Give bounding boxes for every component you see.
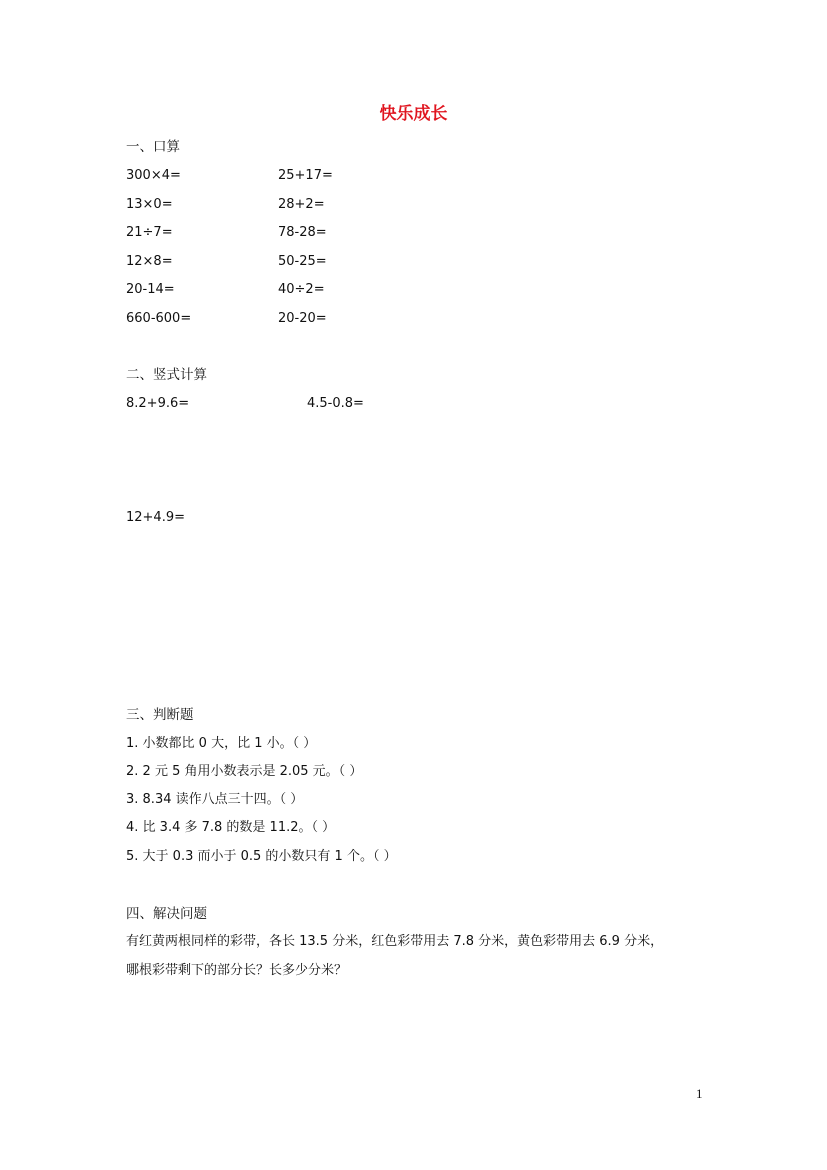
oral-problem: 660-600= [126, 311, 192, 326]
page-number: 1 [696, 1086, 703, 1101]
oral-problem: 25+17= [278, 168, 333, 183]
word-problem-line: 有红黄两根同样的彩带，各长 13.5 分米，红色彩带用去 7.8 分米，黄色彩带用去 6.9 分米， [126, 934, 664, 949]
judgment-item: 5. 大于 0.3 而小于 0.5 的小数只有 1 个。（ ） [126, 849, 397, 864]
judgment-item: 3. 8.34 读作八点三十四。（ ） [126, 792, 304, 807]
section-3-heading: 三、判断题 [126, 707, 194, 723]
section-1-heading: 一、口算 [126, 139, 180, 155]
section-2-heading: 二、竖式计算 [126, 367, 207, 383]
oral-problem: 50-25= [278, 254, 327, 269]
vertical-calc-problem: 12+4.9= [126, 510, 186, 525]
judgment-item: 2. 2 元 5 角用小数表示是 2.05 元。（ ） [126, 764, 363, 779]
word-problem-line: 哪根彩带剩下的部分长？长多少分米？ [126, 963, 348, 978]
oral-problem: 12×8= [126, 254, 173, 269]
oral-problem: 20-20= [278, 311, 327, 326]
oral-problem: 28+2= [278, 197, 325, 212]
section-4-heading: 四、解决问题 [126, 906, 207, 922]
vertical-calc-problem: 8.2+9.6= [126, 396, 190, 411]
judgment-item: 4. 比 3.4 多 7.8 的数是 11.2。（ ） [126, 820, 336, 835]
oral-problem: 13×0= [126, 197, 173, 212]
page-title: 快乐成长 [379, 104, 448, 124]
oral-problem: 300×4= [126, 168, 181, 183]
vertical-calc-problem: 4.5-0.8= [307, 396, 364, 411]
oral-problem: 40÷2= [278, 282, 325, 297]
judgment-item: 1. 小数都比 0 大，比 1 小。（ ） [126, 736, 317, 751]
oral-problem: 20-14= [126, 282, 175, 297]
oral-problem: 78-28= [278, 225, 327, 240]
oral-problem: 21÷7= [126, 225, 173, 240]
